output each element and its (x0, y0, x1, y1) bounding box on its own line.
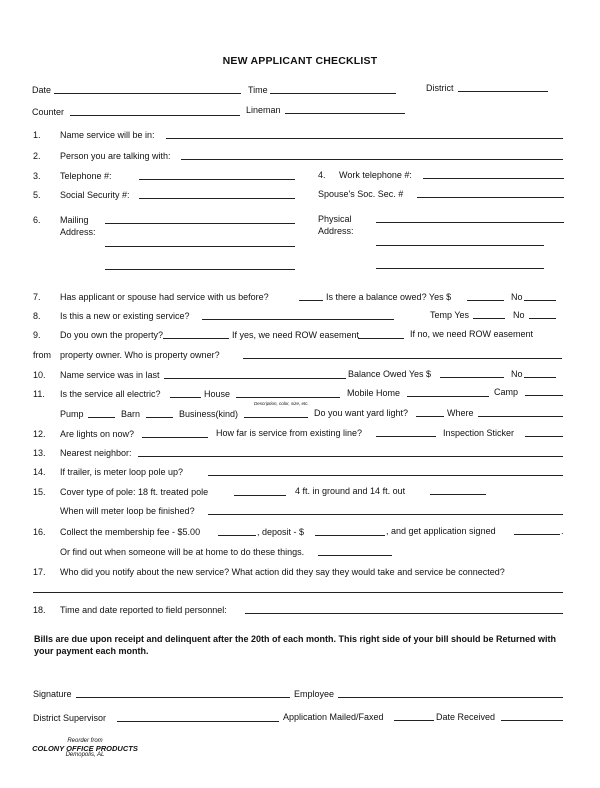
item-number: 1. (33, 130, 41, 140)
date-field[interactable] (54, 93, 241, 94)
billing-notice: Bills are due upon receipt and delinquent after the 20th of each month. This right side of your bill should be Returned with your payment each month. (34, 634, 557, 656)
distance-field[interactable] (376, 436, 436, 437)
lineman-label: Lineman (246, 105, 281, 115)
all-electric-field[interactable] (170, 397, 201, 398)
balance-owed-label: Is there a balance owed? Yes $ (326, 292, 452, 302)
item-number: 12. (33, 429, 46, 439)
field-personnel-label: Time and date reported to field personnel: (60, 605, 227, 615)
service-name-field[interactable] (166, 138, 563, 139)
physical-address-line-3[interactable] (376, 268, 544, 269)
district-field[interactable] (458, 91, 548, 92)
membership-fee-label: Collect the membership fee - $5.00 (60, 527, 201, 537)
meter-loop-field[interactable] (208, 475, 563, 476)
form-title: NEW APPLICANT CHECKLIST (222, 55, 378, 67)
meter-loop-finished-field[interactable] (208, 514, 563, 515)
item-number: 5. (33, 190, 41, 200)
home-time-field[interactable] (318, 555, 392, 556)
nearest-neighbor-field[interactable] (138, 456, 563, 457)
district-supervisor-field[interactable] (117, 721, 279, 722)
physical-address-line-1[interactable] (376, 222, 564, 223)
balance-no-field[interactable] (524, 300, 556, 301)
meter-loop-label: If trailer, is meter loop pole up? (60, 467, 184, 477)
new-existing-label: Is this a new or existing service? (60, 311, 190, 321)
employee-field[interactable] (338, 697, 563, 698)
item-number: 10. (33, 370, 46, 380)
lights-on-field[interactable] (142, 437, 208, 438)
time-label: Time (248, 85, 268, 95)
item-number: 15. (33, 487, 46, 497)
date-received-field[interactable] (501, 720, 563, 721)
temp-yes-label: Temp Yes (430, 310, 470, 320)
service-name-label: Name service will be in: (60, 130, 155, 140)
item-number: 9. (33, 330, 41, 340)
item-number: 16. (33, 527, 46, 537)
temp-yes-field[interactable] (473, 318, 505, 319)
pole-type-field[interactable] (234, 495, 286, 496)
item-number: 14. (33, 467, 46, 477)
house-description-hint: Description, color, size, etc. (254, 401, 309, 406)
camp-label: Camp (494, 387, 519, 397)
temp-no-field[interactable] (529, 318, 556, 319)
work-telephone-field[interactable] (423, 178, 564, 179)
pump-field[interactable] (88, 417, 115, 418)
physical-address-line-2[interactable] (376, 245, 544, 246)
lineman-field[interactable] (285, 113, 405, 114)
spouse-ssn-label: Spouse's Soc. Sec. # (318, 189, 404, 199)
own-property-label: Do you own the property? (60, 330, 164, 340)
pole-type-label: Cover type of pole: 18 ft. treated pole (60, 487, 209, 497)
temp-no-label: No (513, 310, 525, 320)
item-number: 4. (318, 170, 326, 180)
where-label: Where (447, 408, 474, 418)
employee-label: Employee (294, 689, 335, 699)
telephone-label: Telephone #: (60, 171, 112, 181)
spouse-ssn-field[interactable] (417, 197, 564, 198)
item-number: 7. (33, 292, 41, 302)
company-city: Demopolis, AL (65, 752, 105, 758)
deposit-field[interactable] (315, 535, 385, 536)
distance-label: How far is service from existing line? (216, 428, 363, 438)
counter-field[interactable] (70, 115, 240, 116)
camp-field[interactable] (525, 395, 563, 396)
period-mark: . (561, 526, 564, 536)
notify-field[interactable] (33, 592, 563, 593)
pole-depth-field[interactable] (430, 494, 486, 495)
signature-label: Signature (33, 689, 72, 699)
business-field[interactable] (244, 417, 308, 418)
mobile-home-field[interactable] (407, 396, 489, 397)
time-field[interactable] (270, 93, 396, 94)
mailing-address-label: Address: (60, 227, 96, 237)
company-name: COLONY OFFICE PRODUCTS (32, 744, 138, 753)
physical-label: Physical (318, 214, 352, 224)
field-personnel-field[interactable] (245, 613, 563, 614)
row-easement-yes-label: If yes, we need ROW easement (232, 330, 360, 340)
telephone-field[interactable] (139, 179, 295, 180)
business-label: Business(kind) (179, 409, 239, 419)
new-existing-field[interactable] (202, 319, 394, 320)
mailing-address-line-2[interactable] (105, 246, 295, 247)
district-label: District (426, 83, 454, 93)
row-easement-yes-field[interactable] (358, 338, 404, 339)
pump-label: Pump (60, 409, 84, 419)
row-easement-no-label: If no, we need ROW easement (410, 329, 534, 339)
last-service-name-label: Name service was in last (60, 370, 160, 380)
prior-service-field[interactable] (299, 300, 323, 301)
item-number: 3. (33, 171, 41, 181)
application-mailed-label: Application Mailed/Faxed (283, 712, 384, 722)
from-label: from (33, 350, 51, 360)
all-electric-label: Is the service all electric? (60, 389, 161, 399)
reorder-text: Reorder from (67, 738, 103, 744)
balance-no-label: No (511, 292, 523, 302)
where-field[interactable] (478, 416, 563, 417)
item-number: 18. (33, 605, 46, 615)
physical-address-label: Address: (318, 226, 354, 236)
district-supervisor-label: District Supervisor (33, 713, 107, 723)
notify-label: Who did you notify about the new service? What action did they say they would take and service be connected? (60, 567, 505, 577)
yard-light-label: Do you want yard light? (314, 408, 409, 418)
application-signed-label: , and get application signed (386, 526, 496, 536)
house-label: House (204, 389, 231, 399)
balance-owed-yes-field[interactable] (440, 377, 504, 378)
property-owner-label: property owner. Who is property owner? (60, 350, 220, 360)
balance-owed-yes-label: Balance Owed Yes $ (348, 369, 432, 379)
house-field[interactable] (236, 397, 340, 398)
signature-field[interactable] (76, 697, 290, 698)
date-received-label: Date Received (436, 712, 496, 722)
application-mailed-field[interactable] (394, 720, 434, 721)
balance-owed-no-field[interactable] (524, 377, 556, 378)
last-service-name-field[interactable] (164, 378, 346, 379)
membership-fee-field[interactable] (218, 535, 256, 536)
nearest-neighbor-label: Nearest neighbor: (60, 448, 132, 458)
lights-on-label: Are lights on now? (60, 429, 135, 439)
item-number: 2. (33, 151, 41, 161)
person-label: Person you are talking with: (60, 151, 171, 161)
item-number: 8. (33, 311, 41, 321)
item-number: 17. (33, 567, 46, 577)
inspection-sticker-label: Inspection Sticker (443, 428, 515, 438)
item-number: 11. (33, 389, 45, 399)
property-owner-field[interactable] (243, 358, 562, 359)
inspection-sticker-field[interactable] (525, 436, 563, 437)
barn-field[interactable] (146, 417, 173, 418)
mailing-label: Mailing (60, 215, 89, 225)
item-number: 13. (33, 448, 46, 458)
barn-label: Barn (121, 409, 141, 419)
mailing-address-line-3[interactable] (105, 269, 295, 270)
ssn-field[interactable] (139, 198, 295, 199)
person-field[interactable] (181, 159, 563, 160)
home-time-label: Or find out when someone will be at home to do these things. (60, 547, 305, 557)
mobile-home-label: Mobile Home (347, 388, 401, 398)
pole-depth-label: 4 ft. in ground and 14 ft. out (295, 486, 406, 496)
work-telephone-label: Work telephone #: (339, 170, 412, 180)
printer-credit (30, 738, 140, 759)
yard-light-field[interactable] (416, 416, 444, 417)
mailing-address-line-1[interactable] (105, 223, 295, 224)
balance-owed-no-label: No (511, 369, 523, 379)
application-signed-field[interactable] (514, 534, 560, 535)
prior-service-label: Has applicant or spouse had service with us before? (60, 292, 269, 302)
balance-owed-field[interactable] (467, 300, 504, 301)
own-property-field[interactable] (163, 338, 229, 339)
date-label: Date (32, 85, 52, 95)
counter-label: Counter (32, 107, 65, 117)
meter-loop-finished-label: When will meter loop be finished? (60, 506, 195, 516)
ssn-label: Social Security #: (60, 190, 130, 200)
item-number: 6. (33, 215, 41, 225)
deposit-label: , deposit - $ (257, 527, 305, 537)
